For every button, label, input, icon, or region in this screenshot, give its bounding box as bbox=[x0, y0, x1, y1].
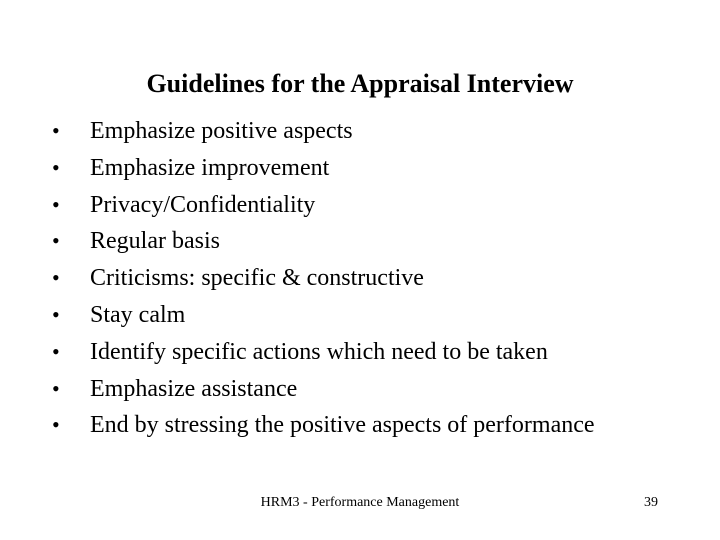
bullet-text: Identify specific actions which need to be taken bbox=[90, 338, 548, 365]
bullet-icon: • bbox=[52, 118, 60, 143]
bullet-text: End by stressing the positive aspects of performance bbox=[90, 412, 595, 439]
bullet-text: Emphasize positive aspects bbox=[90, 118, 353, 144]
bullet-text: Regular basis bbox=[90, 228, 220, 255]
bullet-item bbox=[52, 226, 692, 256]
bullet-text: Privacy/Confidentiality bbox=[90, 191, 316, 218]
bullet-icon: • bbox=[52, 338, 60, 364]
slide-footer: HRM3 - Performance Management bbox=[260, 495, 460, 510]
bullet-icon: • bbox=[52, 375, 60, 401]
bullet-icon: • bbox=[52, 154, 60, 180]
bullet-text: Emphasize improvement bbox=[90, 154, 330, 181]
bullet-icon: • bbox=[52, 412, 60, 438]
bullet-icon: • bbox=[52, 301, 60, 327]
bullet-icon: • bbox=[52, 191, 60, 217]
bullet-text: Emphasize assistance bbox=[90, 375, 298, 402]
bullet-item bbox=[52, 190, 692, 220]
bullet-item bbox=[52, 374, 692, 404]
bullet-list bbox=[52, 116, 692, 440]
bullet-item bbox=[52, 410, 692, 440]
bullet-text: Criticisms: specific & constructive bbox=[90, 265, 424, 292]
bullet-item bbox=[52, 337, 692, 367]
bullet-item bbox=[52, 116, 692, 146]
page-number: 39 bbox=[644, 495, 658, 510]
bullet-item bbox=[52, 263, 692, 293]
bullet-icon: • bbox=[52, 265, 60, 291]
bullet-text: Stay calm bbox=[90, 301, 186, 328]
bullet-icon: • bbox=[52, 228, 60, 254]
bullet-item bbox=[52, 300, 692, 330]
slide-title: Guidelines for the Appraisal Interview bbox=[146, 69, 574, 98]
bullet-item bbox=[52, 153, 692, 183]
